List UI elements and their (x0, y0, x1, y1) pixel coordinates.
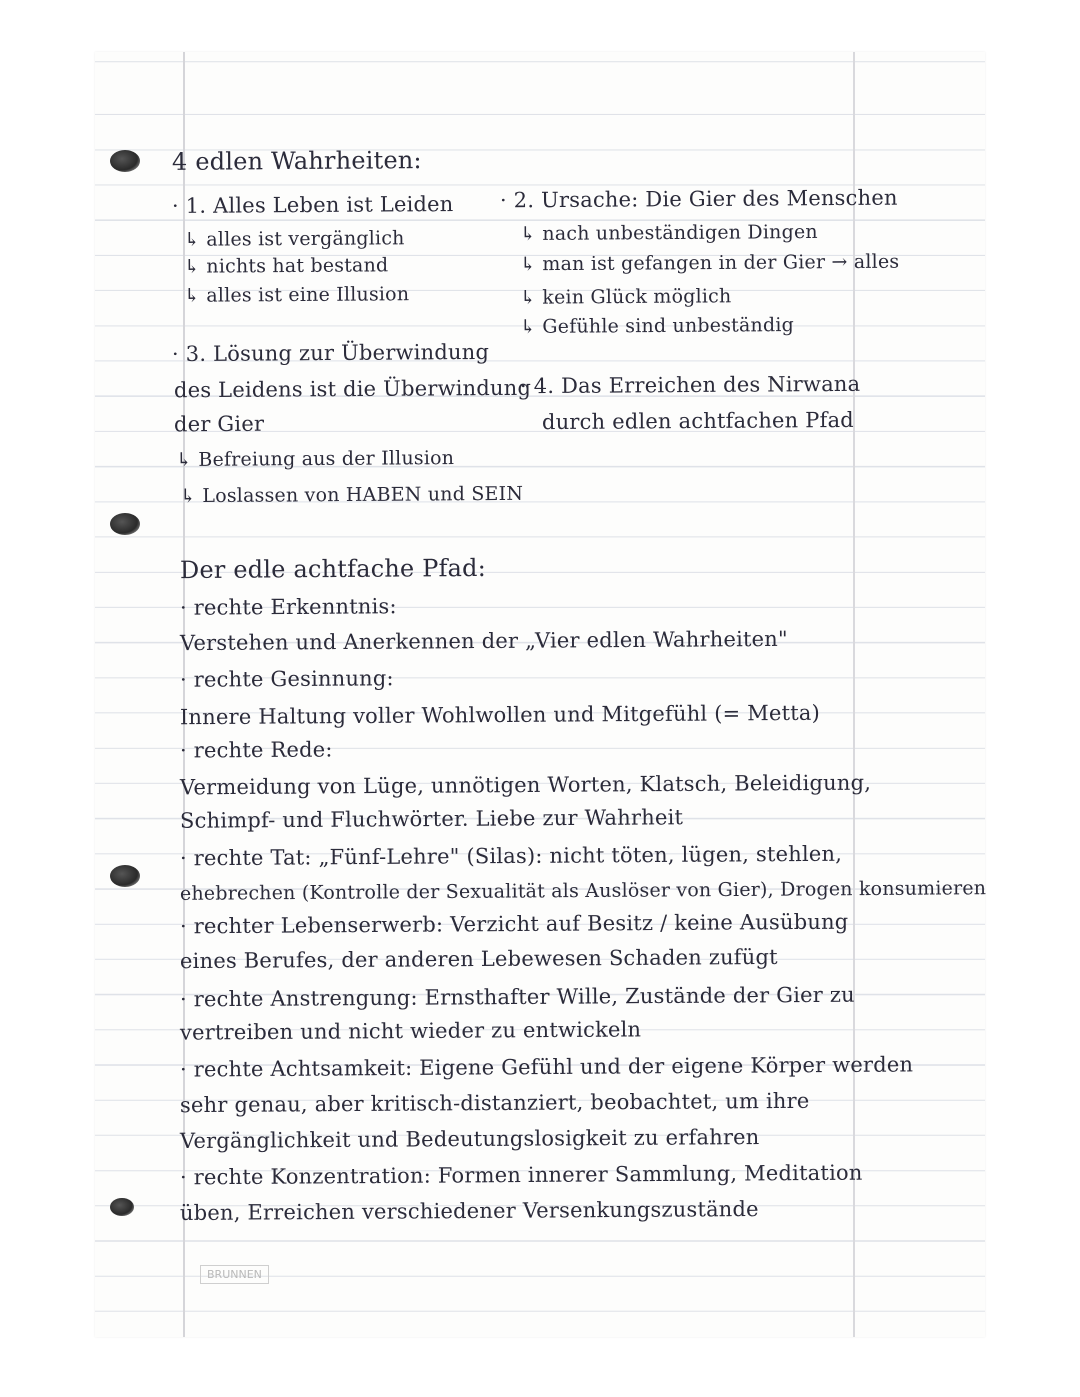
truth-3-point: ↳ Loslassen von HABEN und SEIN (179, 482, 524, 508)
truth-3-line: der Gier (173, 411, 265, 437)
brand-logo: BRUNNEN (200, 1265, 269, 1284)
path-line: Vergänglichkeit und Bedeutungslosigkeit zu erfahren (179, 1124, 760, 1154)
right-margin-line (853, 52, 855, 1337)
truth-3-point: ↳ Befreiung aus der Illusion (175, 447, 455, 471)
truth-4-line: · 4. Das Erreichen des Nirwana (519, 371, 861, 399)
truth-2-heading: · 2. Ursache: Die Gier des Menschen (499, 185, 898, 213)
truth-1-point: ↳ nichts hat bestand (183, 254, 389, 278)
path-line: Schimpf- und Fluchwörter. Liebe zur Wahrheit (179, 805, 684, 833)
punch-hole-1 (110, 150, 140, 172)
truth-1-heading: · 1. Alles Leben ist Leiden (171, 192, 454, 218)
path-line: vertreiben und nicht wieder zu entwickeln (179, 1017, 642, 1045)
truth-3-line: · 3. Lösung zur Überwindung (171, 339, 490, 367)
path-line: eines Berufes, der anderen Lebewesen Schaden zufügt (179, 944, 778, 974)
truth-1-point: ↳ alles ist vergänglich (183, 227, 405, 251)
path-line: Innere Haltung voller Wohlwollen und Mitgefühl (= Metta) (179, 700, 821, 730)
section-title-four-truths: 4 edlen Wahrheiten: (171, 146, 422, 176)
path-line: sehr genau, aber kritisch-distanziert, beobachtet, um ihre (179, 1088, 810, 1118)
path-line: · rechter Lebenserwerb: Verzicht auf Besitz / keine Ausübung (179, 909, 849, 939)
truth-2-point: ↳ kein Glück möglich (519, 285, 732, 309)
path-line: · rechte Rede: (179, 737, 333, 763)
path-line: · rechte Gesinnung: (179, 666, 394, 692)
path-line: · rechte Erkenntnis: (179, 594, 397, 620)
punch-hole-3 (110, 865, 140, 887)
truth-3-line: des Leidens ist die Überwindung (173, 375, 532, 403)
truth-4-line: durch edlen achtfachen Pfad (541, 407, 854, 435)
path-line: Vermeidung von Lüge, unnötigen Worten, Klatsch, Beleidigung, (179, 770, 872, 800)
truth-1-point: ↳ alles ist eine Illusion (183, 283, 410, 307)
path-line: · rechte Achtsamkeit: Eigene Gefühl und der eigene Körper werden (179, 1052, 914, 1082)
path-line: Verstehen und Anerkennen der „Vier edlen Wahrheiten" (179, 626, 788, 656)
truth-2-point: ↳ nach unbeständigen Dingen (519, 220, 818, 246)
path-line: üben, Erreichen verschiedener Versenkungszustände (179, 1196, 759, 1226)
path-line: · rechte Konzentration: Formen innerer Sammlung, Meditation (179, 1160, 863, 1190)
truth-2-point: ↳ man ist gefangen in der Gier → alles (519, 250, 900, 276)
punch-hole-4 (110, 1198, 134, 1216)
punch-hole-2 (110, 513, 140, 535)
path-line: · rechte Tat: „Fünf-Lehre" (Silas): nicht töten, lügen, stehlen, (179, 841, 843, 871)
path-line: · rechte Anstrengung: Ernsthafter Wille, Zustände der Gier zu (179, 982, 855, 1012)
path-line: ehebrechen (Kontrolle der Sexualität als Auslöser von Gier), Drogen konsumieren (179, 877, 987, 905)
truth-2-point: ↳ Gefühle sind unbeständig (519, 314, 795, 338)
section-title-eightfold-path: Der edle achtfache Pfad: (179, 553, 487, 585)
